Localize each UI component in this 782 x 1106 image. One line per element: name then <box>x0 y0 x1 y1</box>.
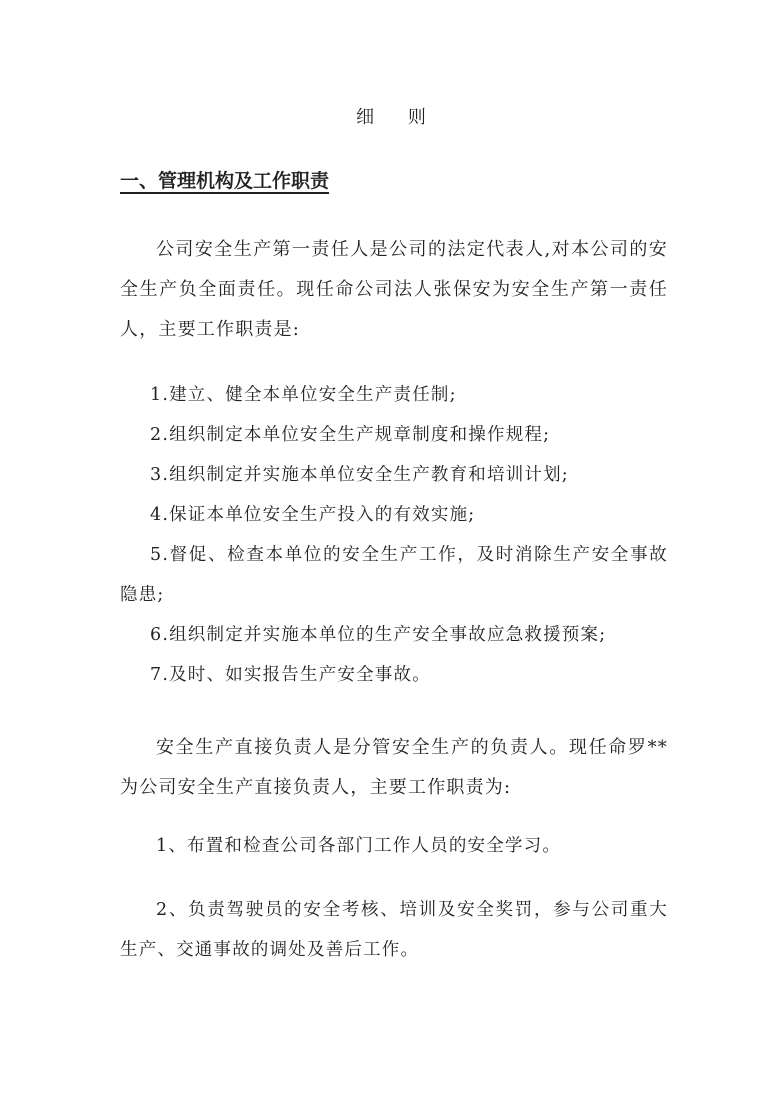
list-item: 4.保证本单位安全生产投入的有效实施; <box>150 505 476 525</box>
duties-list-first-responsible <box>120 375 668 695</box>
list-item: 2、负责驾驶员的安全考核、培训及安全奖罚，参与公司重大生产、交通事故的调处及善后工作。 <box>120 900 668 960</box>
paragraph-direct-responsible: 安全生产直接负责人是分管安全生产的负责人。现任命罗**为公司安全生产直接负责人，主要工作职责为: <box>120 737 668 798</box>
section-heading: 一、管理机构及工作职责 <box>120 170 330 192</box>
list-item: 3.组织制定并实施本单位安全生产教育和培训计划; <box>150 465 569 485</box>
list-item: 5.督促、检查本单位的安全生产工作，及时消除生产安全事故隐患; <box>120 545 668 605</box>
list-item: 2.组织制定本单位安全生产规章制度和操作规程; <box>150 425 551 445</box>
document-title: 细 则 <box>356 107 440 128</box>
list-item: 1、布置和检查公司各部门工作人员的安全学习。 <box>156 836 562 856</box>
list-item: 7.及时、如实报告生产安全事故。 <box>150 665 431 685</box>
list-item: 6.组织制定并实施本单位的生产安全事故应急救援预案; <box>150 625 607 645</box>
list-item: 1.建立、健全本单位安全生产责任制; <box>150 385 457 405</box>
paragraph-first-responsible: 公司安全生产第一责任人是公司的法定代表人,对本公司的安全生产负全面责任。现任命公司法人张保安为安全生产第一责任人，主要工作职责是: <box>120 239 668 340</box>
